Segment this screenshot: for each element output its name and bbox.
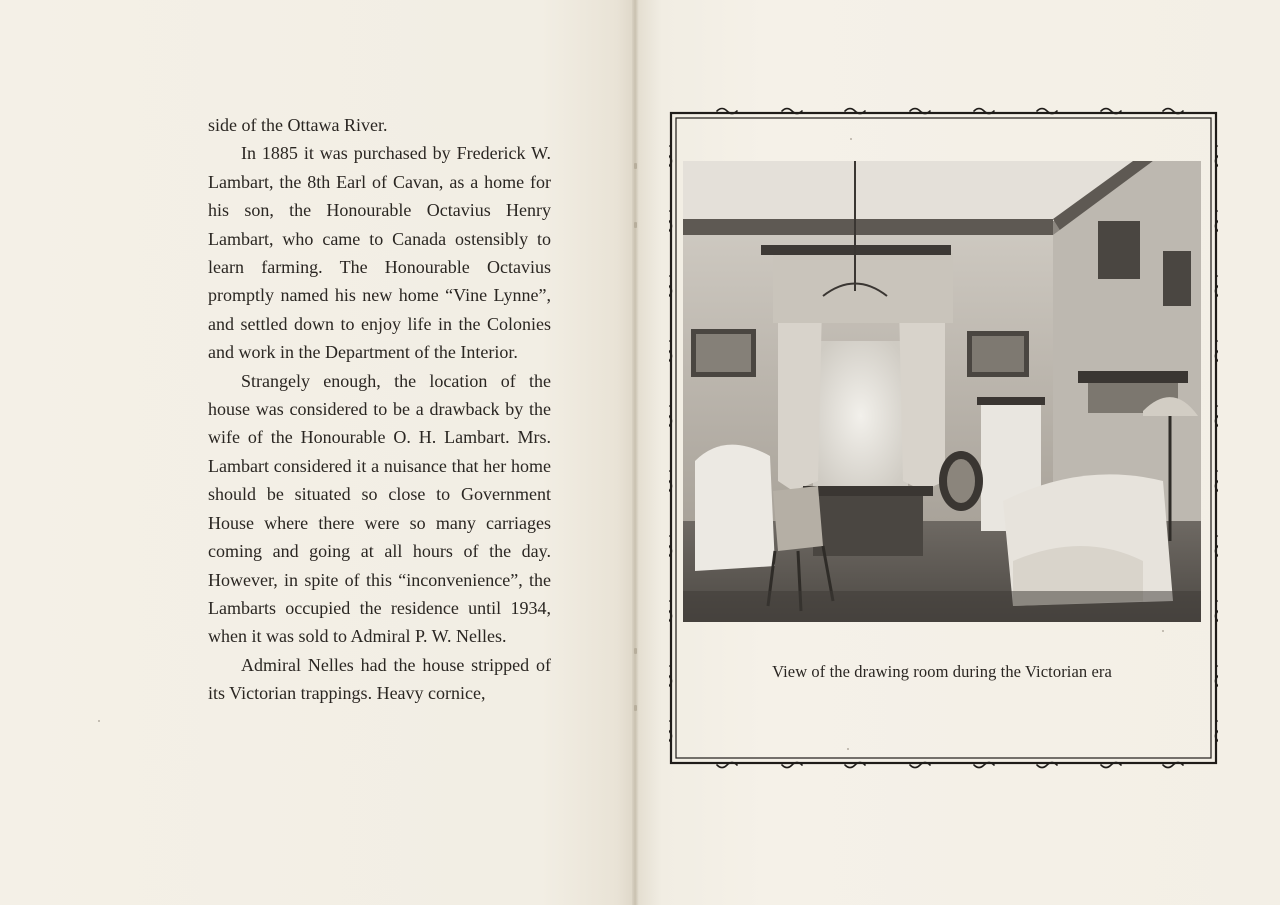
drawing-room-photo-icon xyxy=(683,161,1201,622)
paragraph-2: In 1885 it was purchased by Frederick W. Lambart, the 8th Earl of Cavan, as a home for his son, the Honourable Octavius Henry Lambart, who came to Canada ostensibly to learn farming. The Honourable Octavius promptly named his new home “Vine Lynne”, and settled down to enjoy life in the Colonies and work in the Department of the Interior. xyxy=(208,143,551,363)
paper-speck xyxy=(98,720,100,722)
binding-staple xyxy=(634,163,637,169)
drawing-room-photograph xyxy=(683,161,1201,622)
photo-caption: View of the drawing room during the Victorian era xyxy=(772,662,1112,681)
paragraph-3: Strangely enough, the location of the house was considered to be a drawback by the wife of the Honourable O. H. Lambart. Mrs. Lambart considered it a nuisance that her home should be situated so close to Government House where there were so many carriages coming and going at all hours of the day. However, in spite of this “inconvenience”, the Lambarts occupied the residence until 1934, when it was sold to Admiral P. W. Nelles. xyxy=(208,370,551,647)
paragraph-1: side of the Ottawa River. xyxy=(208,115,388,135)
binding-staple xyxy=(634,705,637,711)
paragraph-4: Admiral Nelles had the house stripped of its Victorian trappings. Heavy cornice, xyxy=(208,654,551,704)
paper-speck xyxy=(1162,630,1164,632)
book-gutter xyxy=(632,0,639,905)
paper-speck xyxy=(847,748,849,750)
paper-speck xyxy=(850,138,852,140)
left-page-body-text xyxy=(208,111,551,708)
binding-staple xyxy=(634,222,637,228)
binding-staple xyxy=(634,648,637,654)
